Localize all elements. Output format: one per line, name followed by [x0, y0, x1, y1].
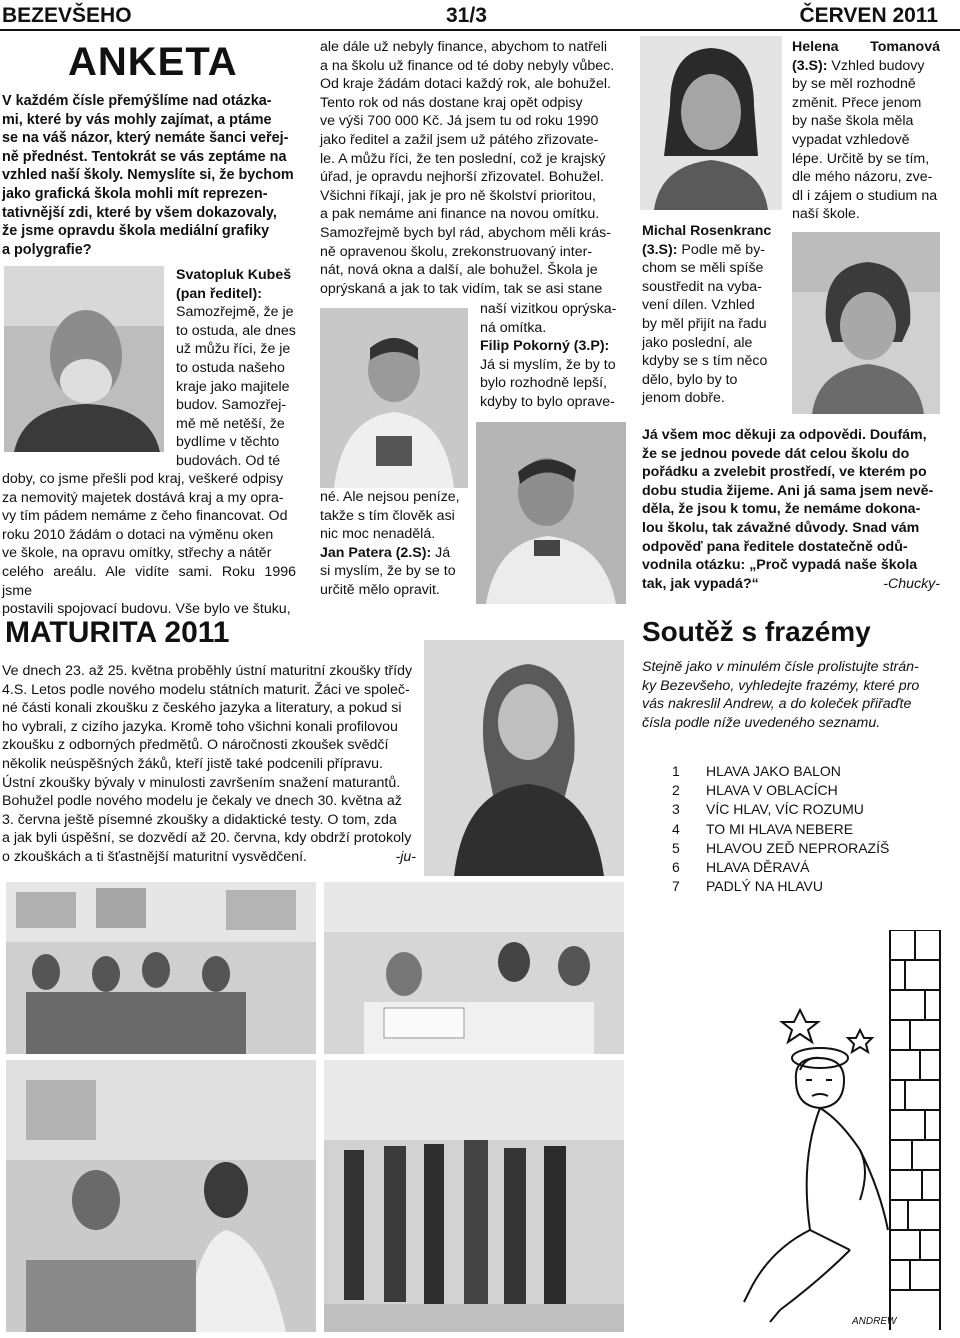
list-item: 3 VÍC HLAV, VÍC ROZUMU: [672, 801, 864, 818]
maturita-photo-oral-exam: [6, 1060, 316, 1332]
rosenkranc-name: Michal Rosenkranc: [642, 223, 772, 239]
student-photo-patera: [476, 422, 626, 604]
header-rule: [0, 29, 960, 31]
maturita-title: MATURITA 2011: [5, 616, 230, 649]
list-item: 7 PADLÝ NA HLAVU: [672, 878, 823, 895]
maturita-photo-student: [424, 640, 624, 876]
anketa-intro: V každém čísle přemýšlíme nad otázka- mi, které by vás mohly zajímat, a ptáme se na váš názor, který nemáte šanci veřej- ně přednést. Tentokrát se vás zeptáme na vzhled naší školy. Nemyslíte si, že bychom jako grafická škola mohli mít reprezen- tativnější zdi, které by všem dokazovaly, že jsme opravdu škola mediální grafiky a polygrafie?: [2, 93, 294, 258]
maturita-signature: -ju-: [395, 848, 416, 865]
pokorny-answer: naší vizitkou oprýska- ná omítka. Filip Pokorný (3.P): Já si myslím, že by to bylo rozhodně lepší, kdyby to bylo oprave-: [480, 300, 620, 412]
anketa-signature: -Chucky-: [883, 575, 940, 592]
maturita-article: Ve dnech 23. až 25. května proběhly ústní maturitní zkoušky třídy 4.S. Letos podle nového modelu státních maturit. Žáci ve společ- né části konali zkoušku z českého jazyka a literatury, a pokud si ho vybrali, z cizího jazyka. Kromě toho všichni konali profilovou zkoušku z odborných předmětů. O náročnosti zkoušek svědčí několik neúspěšných žáků, kteří jistě také podcenili přípravu. Ústní zkoušky bývaly v minulosti završením snažení maturantů. Bohužel podle nového modelu je čekaly ve dnech 30. května až 3. června ještě písemné zkoušky a didaktické testy. O tom, zda a jak byli úspěšní, se dozvědí až 20. června, kdy obdrží protokoly o zkouškách a ti šťastnější maturitní vysvědčení. -ju-: [2, 663, 416, 865]
tomanova-name: Helena Tomanová: [792, 39, 940, 55]
list-item: 1 HLAVA JAKO BALON: [672, 763, 841, 779]
principal-answer-continued: ale dále už nebyly finance, abychom to natřeli a na školu už finance od té doby nebyly vůbec. Od kraje žádám dotaci každý rok, ale bohužel. Tento rok od nás dostane kraj opět odpisy ve výši 700 000 Kč. Já jsem tu od roku 1990 jako ředitel a zažil jsem už pátého zřizovate- le. A můžu říci, že ten poslední, což je krajský úřad, je opravdu nejhorší zřizovatel. Bohužel. Všichni říkají, jak je pro ně školství prioritou, a pak nemáme ani finance na novou omítku. Samozřejmě bych byl rád, abychom měli krás- ně opravenou školu, zrekonstruovaný inter- nát, nová okna a další, ale bohužel. Škola je oprýskaná a jak to tak vidím, tak se asi stane: [320, 39, 615, 297]
principal-name: Svatopluk Kubeš: [176, 267, 292, 283]
student-photo-tomanova: [792, 232, 940, 414]
student-photo-pokorny: [320, 308, 468, 488]
list-item: 5 HLAVOU ZEĎ NEPRORAZÍŠ: [672, 839, 890, 856]
tomanova-answer: Helena Tomanová (3.S): Vzhled budovy by se měl rozhodně změnit. Přece jenom by naše škola měla vypadat vzhledově lépe. Určitě by se tím, dle mého názoru, zve- dl i zájem o studium na naší škole.: [792, 39, 940, 223]
cartoon-signature: ANDREW: [852, 1316, 897, 1327]
cartoon-drawing: [740, 930, 950, 1330]
issue-name: BEZEVŠEHO: [2, 4, 132, 27]
anketa-closing: Já všem moc děkuji za odpovědi. Doufám, že se jednou povede dát celou školu do pořádku a zvelebit prostředí, ve kterém po dobu studia žijeme. Ani já sama jsem nevě- děla, že jsou k tomu, že nemáme dokona- lou školu, tak závažné důvody. Snad vám odpověď pana ředitele dostatečně odů- vodnila otázku: „Proč vypadá naše škola tak, jak vypadá?“ -Chucky-: [642, 427, 940, 592]
patera-name: Jan Patera (2.S):: [320, 544, 432, 561]
maturita-photo-exam-committee: [324, 882, 624, 1054]
pokorny-name: Filip Pokorný (3.P):: [480, 338, 610, 355]
student-photo-rosenkranc: [640, 36, 782, 210]
patera-answer: né. Ale nejsou peníze, takže s tím člověk asi nic moc nenadělá. Jan Patera (2.S): Já si myslím, že by se to určitě mělo opravit.: [320, 489, 460, 598]
principal-photo: [4, 266, 164, 452]
list-item: 2 HLAVA V OBLACÍCH: [672, 782, 838, 799]
maturita-photo-students-seated: [6, 882, 316, 1054]
rosenkranc-answer: Michal Rosenkranc (3.S): Podle mě by- chom se měli spíše soustředit na vyba- vení dílen. Vzhled by měl přijít na řadu jako poslední, ale kdyby se s tím něco dělo, bylo by to jenom dobře.: [642, 222, 776, 408]
soutez-intro: Stejně jako v minulém čísle prolistujte strán- ky Bezevšeho, vyhledejte frazémy, které pro vás nakreslil Andrew, a do koleček přiřaďte čísla podle níže uvedeného seznamu.: [642, 659, 920, 731]
anketa-title: ANKETA: [68, 40, 238, 84]
principal-role: (pan ředitel):: [176, 285, 262, 302]
principal-answer-full: doby, co jsme přešli pod kraj, veškeré odpisy za nemovitý majetek dostává kraj a my opra- vy tím pádem nemáme z čeho financovat. Od roku 2010 žádám o dotaci na výměnu oken ve škole, na opravu omítky, střechy a nátěr celého areálu. Ale vidíte sami. Roku 1996 jsme postavili spojovací budovu. Vše bylo ve štuku,: [2, 471, 296, 618]
issue-number: 31/3: [446, 4, 487, 27]
list-item: 6 HLAVA DĚRAVÁ: [672, 859, 810, 876]
list-item: 4 TO MI HLAVA NEBERE: [672, 820, 854, 837]
principal-answer-side: Svatopluk Kubeš (pan ředitel): Samozřejmě, že je to ostuda, ale dnes už můžu říci, že je to ostuda našeho kraje jako majitele budov. Samozřej- mě mě netěší, že bydlíme v těchto budovách. Od té: [176, 267, 296, 469]
soutez-title: Soutěž s frazémy: [642, 616, 871, 647]
frazem-list: [672, 762, 889, 896]
issue-date: ČERVEN 2011: [799, 4, 938, 27]
maturita-photo-graduates: [324, 1060, 624, 1332]
